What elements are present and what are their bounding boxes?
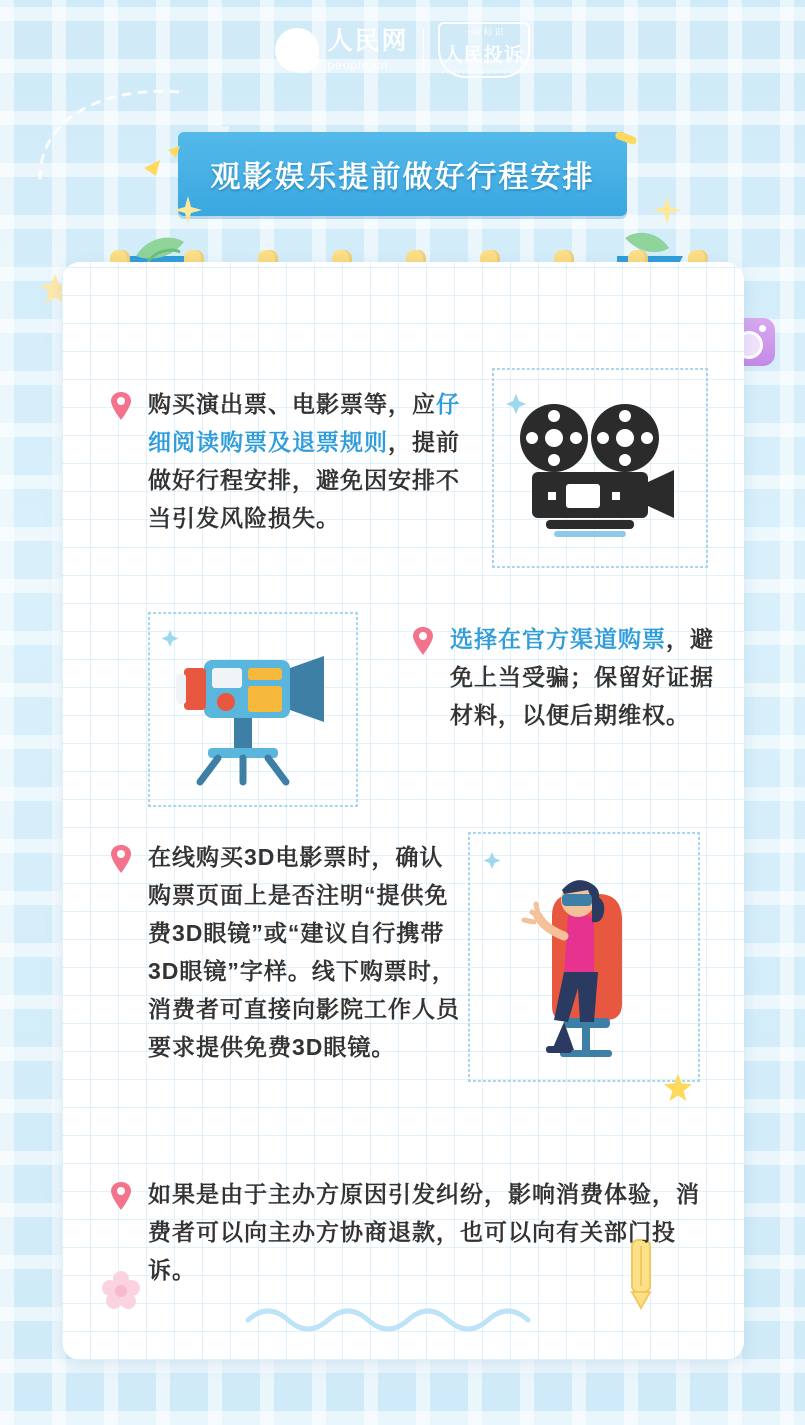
tip-item-4 [110,1175,710,1289]
tip-text-2-part2: ，避免上当受骗；保留好证据材料，以便后期维权。 [450,626,714,728]
tip-text-1-part1: 购买演出票、电影票等，应 [148,391,436,417]
note-card [62,262,744,1360]
film-projector-illustration [492,368,708,568]
banner-title: 观影娱乐提前做好行程安排 [210,161,595,194]
tip-text-1 [148,385,468,537]
tip-text-2 [450,620,732,734]
movie-camera-illustration [148,612,358,807]
tip-text-3: 在线购买3D电影票时，确认购票页面上是否注明“提供免费3D眼镜”或“建议自行携带3D眼镜”字样。线下购票时，消费者可直接向影院工作人员要求提供免费3D眼镜。 [148,844,460,1060]
shield-sub-label: PEOPLE'S COMPLAINT [441,69,526,76]
logo-title-cn: 人民网 [327,27,409,55]
tip-item-2 [412,620,732,734]
tip-item-3 [110,838,460,1066]
location-pin-icon [110,1181,132,1211]
notebook-rings [62,0,744,300]
location-pin-icon [412,626,434,656]
tip-item-1 [110,385,470,537]
location-pin-icon [110,391,132,421]
tip-text-2-highlight: 选择在官方渠道购票 [450,626,666,652]
wave-divider [242,1294,562,1334]
tip-text-1-part3: ，提前做好行程安排，避免因安排不当引发风险损失。 [148,429,460,531]
logo-title-en: people.cn [327,58,389,72]
tip-text-4: 如果是由于主办方原因引发纠纷，影响消费体验，消费者可以向主办方协商退款，也可以向有关部门投诉。 [148,1181,700,1283]
shield-top-label: 一级标识 [461,26,506,37]
location-pin-icon [110,844,132,874]
shield-main-label: 人民投诉 [443,44,524,66]
vr-headset-person-illustration [468,832,700,1082]
tip-text-1-highlight: 仔细阅读购票及退票规则 [148,391,460,455]
